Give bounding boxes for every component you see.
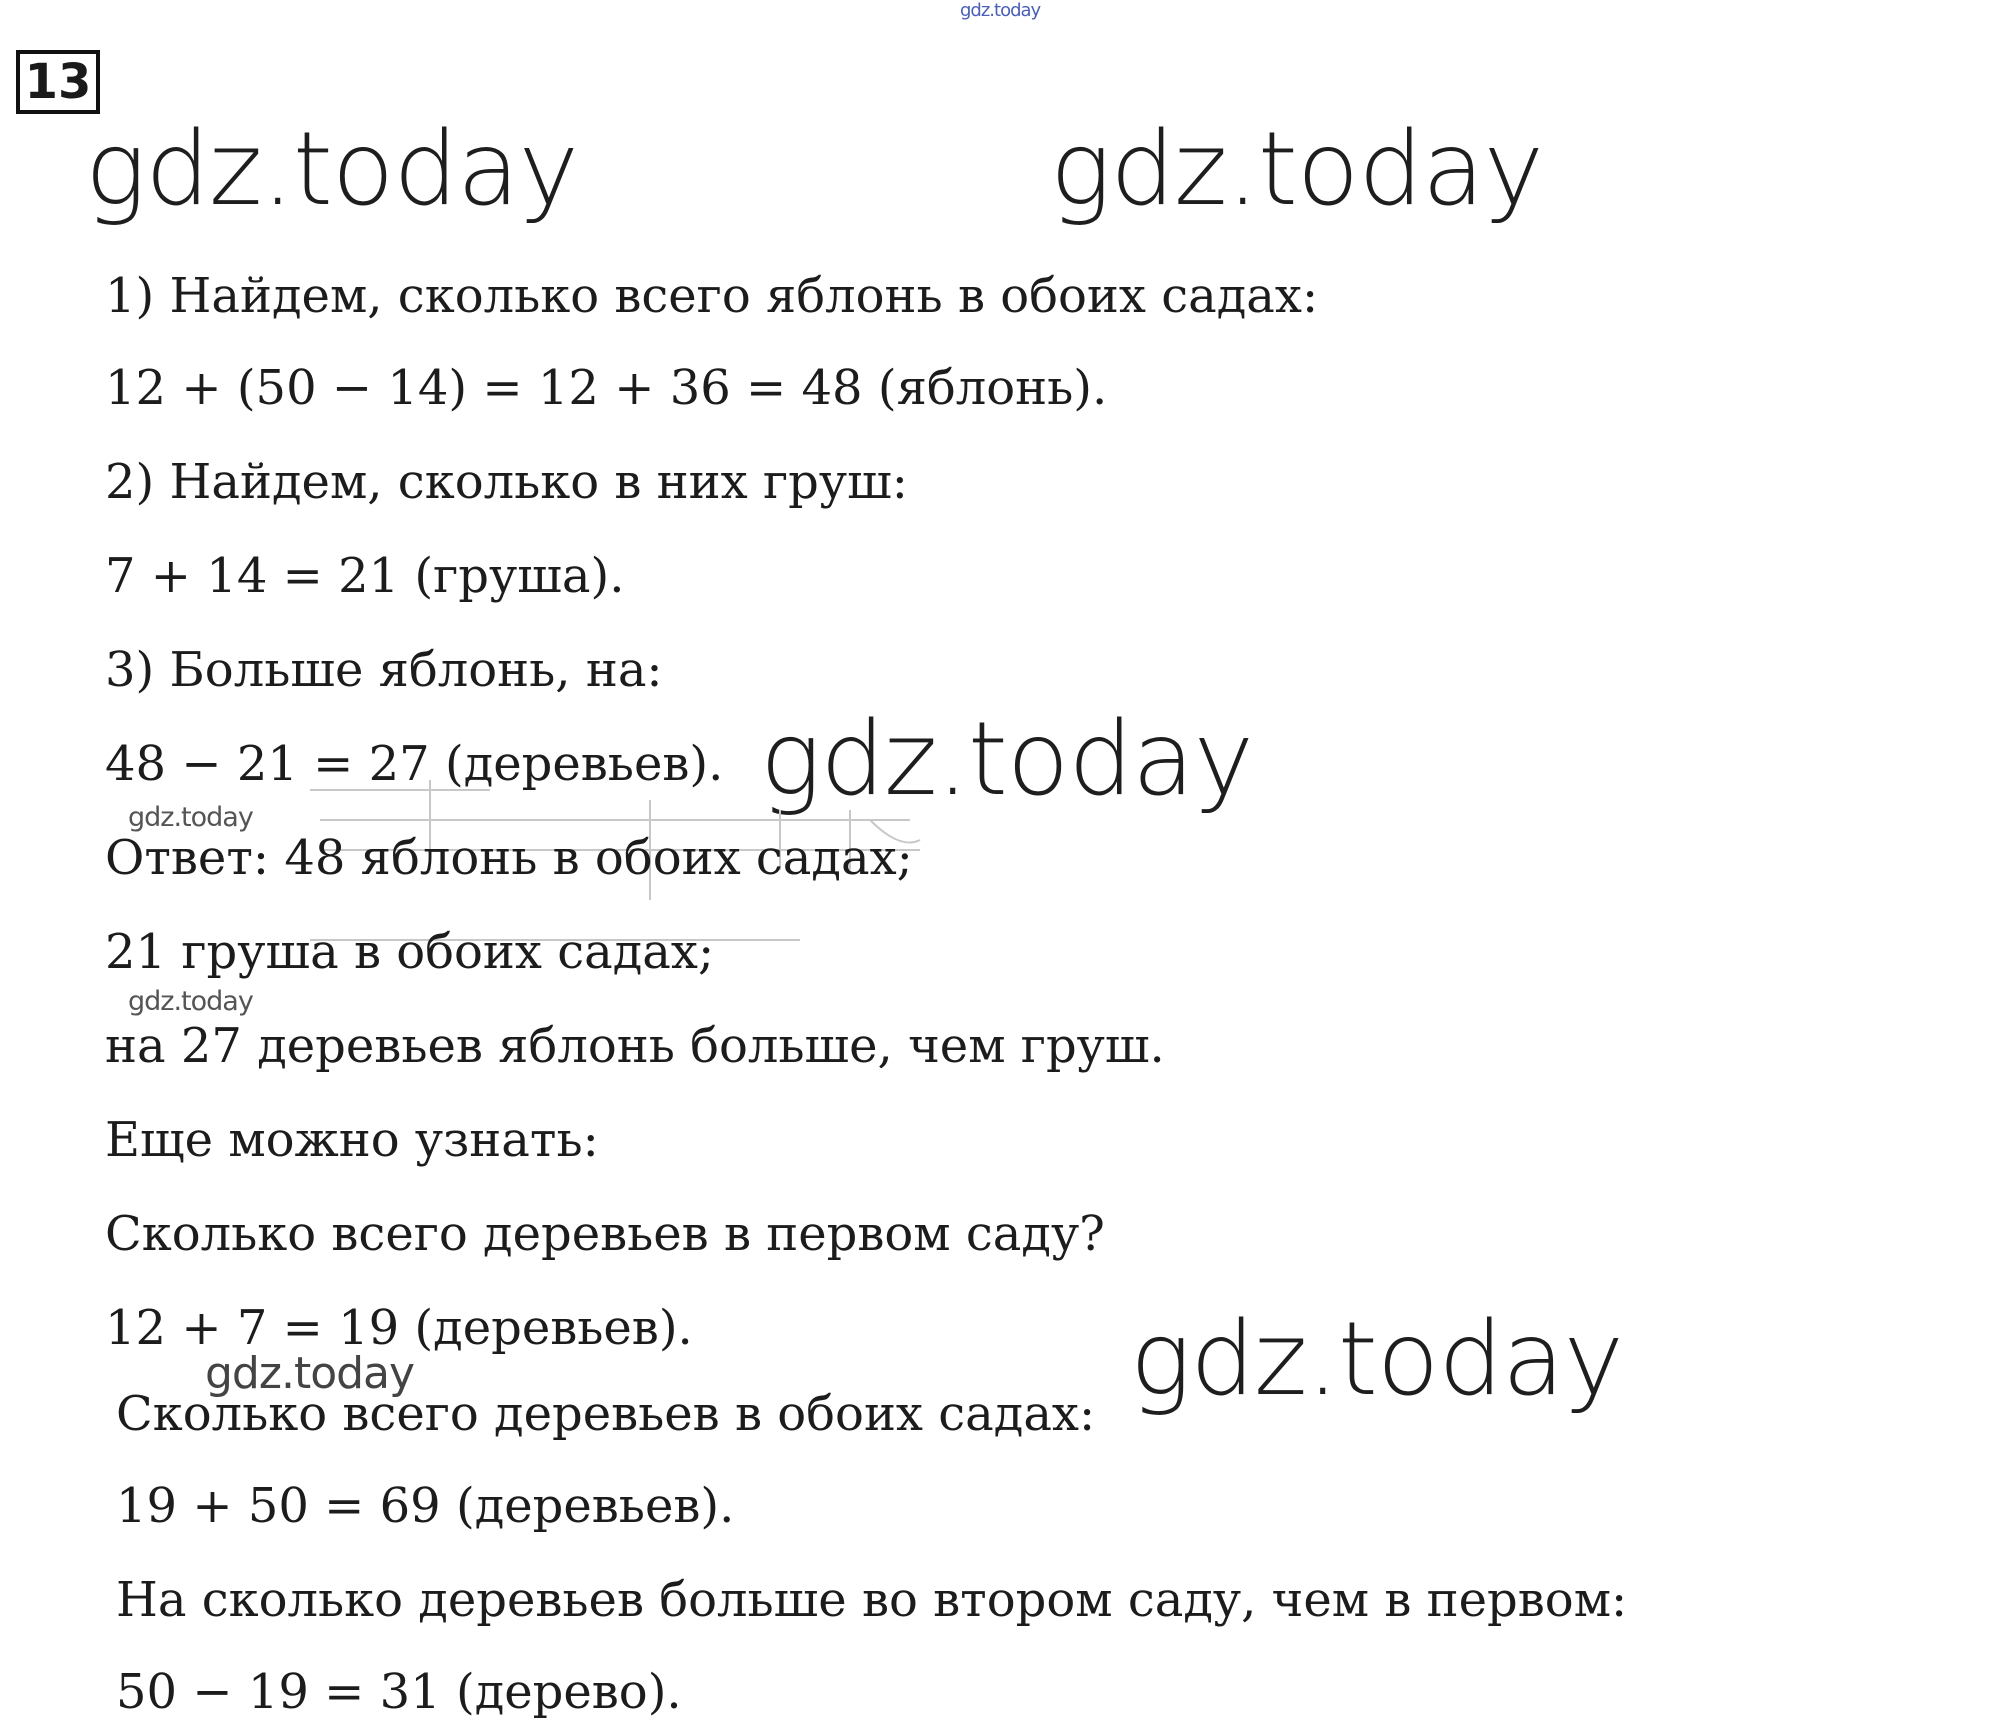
solution-step-3: 3) Больше яблонь, на:: [105, 642, 663, 698]
solution-calc-2: 7 + 14 = 21 (груша).: [105, 548, 625, 604]
extra-question-2: Сколько всего деревьев в обоих садах:: [116, 1386, 1096, 1442]
extra-calc-2: 19 + 50 = 69 (деревьев).: [116, 1478, 735, 1534]
watermark-lower-right: gdz.today: [1130, 1300, 1623, 1419]
watermark-left: gdz.today: [85, 110, 578, 229]
watermark-top: gdz.today: [960, 0, 1041, 21]
watermark-middle: gdz.today: [760, 700, 1253, 819]
task-number-box: 13: [16, 50, 100, 114]
extra-question-3: На сколько деревьев больше во втором саду, чем в первом:: [116, 1572, 1628, 1628]
answer-line-3: на 27 деревьев яблонь больше, чем груш.: [105, 1018, 1165, 1074]
solution-calc-3: 48 − 21 = 27 (деревьев).: [105, 736, 724, 792]
extra-calc-3: 50 − 19 = 31 (дерево).: [116, 1664, 682, 1720]
solution-step-2: 2) Найдем, сколько в них груш:: [105, 454, 908, 510]
extra-question-1: Сколько всего деревьев в первом саду?: [105, 1206, 1105, 1262]
extra-calc-1: 12 + 7 = 19 (деревьев).: [105, 1300, 693, 1356]
answer-line-1: Ответ: 48 яблонь в обоих садах;: [105, 830, 913, 886]
solution-step-1: 1) Найдем, сколько всего яблонь в обоих садах:: [105, 268, 1319, 324]
answer-line-2: 21 груша в обоих садах;: [105, 924, 715, 980]
solution-calc-1: 12 + (50 − 14) = 12 + 36 = 48 (яблонь).: [105, 360, 1108, 416]
watermark-small-1: gdz.today: [128, 802, 253, 833]
watermark-small-2: gdz.today: [128, 986, 253, 1017]
extra-heading: Еще можно узнать:: [105, 1112, 599, 1168]
watermark-small-3: gdz.today: [205, 1348, 415, 1399]
watermark-right: gdz.today: [1050, 110, 1543, 229]
